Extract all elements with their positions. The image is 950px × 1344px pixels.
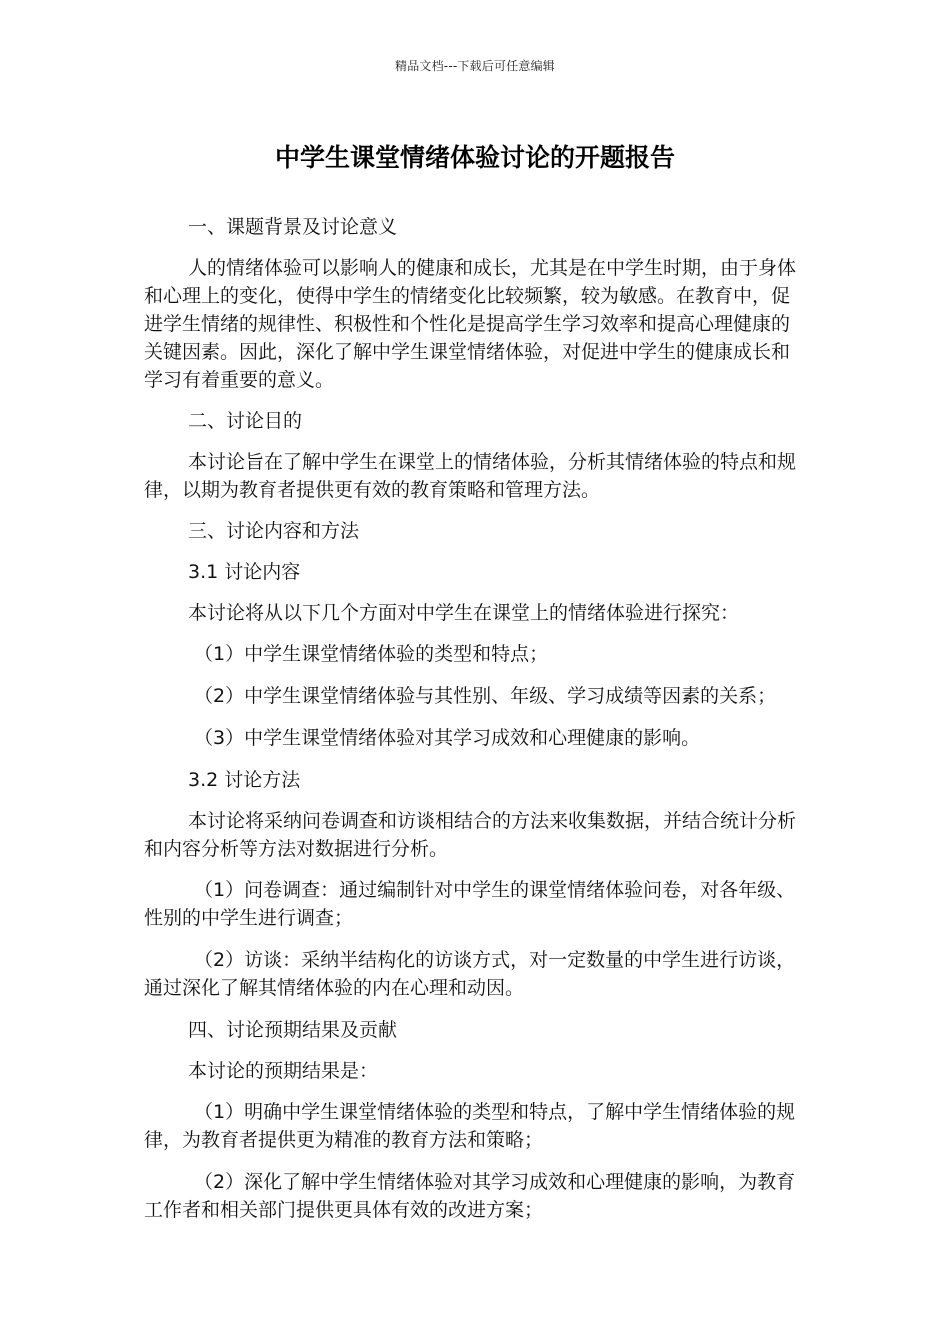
section-3-1-item-3: （3）中学生课堂情绪体验对其学习成效和心理健康的影响。 xyxy=(194,727,701,749)
section-1-paragraph: 人的情绪体验可以影响人的健康和成长，尤其是在中学生时期，由于身体和心理上的变化，使得中学生的情绪变化比较频繁，较为敏感。在教育中，促进学生情绪的规律性、积极性和个性化是提高学生学习效率和提高心理健康的关键因素。因此，深化了解中学生课堂情绪体验，对促进中学生的健康成长和学习有着重要的意义。 xyxy=(144,257,797,391)
section-4-intro: 本讨论的预期结果是： xyxy=(188,1060,379,1082)
section-3-1-item-2: （2）中学生课堂情绪体验与其性别、年级、学习成绩等因素的关系； xyxy=(194,685,777,707)
section-3-1-item-1: （1）中学生课堂情绪体验的类型和特点； xyxy=(194,643,549,665)
section-3-2-intro: 本讨论将采纳问卷调查和访谈相结合的方法来收集数据，并结合统计分析和内容分析等方法对数据进行分析。 xyxy=(144,810,797,860)
section-4-item-2: （2）深化了解中学生情绪体验对其学习成效和心理健康的影响，为教育工作者和相关部门提供更具体有效的改进方案； xyxy=(144,1171,796,1221)
section-3-2-heading: 3.2 讨论方法 xyxy=(188,769,301,791)
document-title: 中学生课堂情绪体验讨论的开题报告 xyxy=(274,143,675,172)
section-2-heading: 二、讨论目的 xyxy=(188,410,303,432)
section-3-1-heading: 3.1 讨论内容 xyxy=(188,561,301,583)
document-body xyxy=(144,213,808,1238)
section-4-heading: 四、讨论预期结果及贡献 xyxy=(188,1019,398,1041)
section-2-paragraph: 本讨论旨在了解中学生在课堂上的情绪体验，分析其情绪体验的特点和规律，以期为教育者提供更有效的教育策略和管理方法。 xyxy=(144,451,797,501)
section-3-2-item-2: （2）访谈：采纳半结构化的访谈方式，对一定数量的中学生进行访谈，通过深化了解其情绪体验的内在心理和动因。 xyxy=(144,949,796,999)
section-4-item-1: （1）明确中学生课堂情绪体验的类型和特点，了解中学生情绪体验的规律，为教育者提供更为精准的教育方法和策略； xyxy=(144,1101,796,1151)
header-note: 精品文档---下载后可任意编辑 xyxy=(395,59,555,73)
section-3-1-intro: 本讨论将从以下几个方面对中学生在课堂上的情绪体验进行探究： xyxy=(188,602,740,624)
section-3-2-item-1: （1）问卷调查：通过编制针对中学生的课堂情绪体验问卷，对各年级、性别的中学生进行调查； xyxy=(144,879,796,929)
section-3-heading: 三、讨论内容和方法 xyxy=(188,520,360,542)
section-1-heading: 一、课题背景及讨论意义 xyxy=(188,216,398,238)
